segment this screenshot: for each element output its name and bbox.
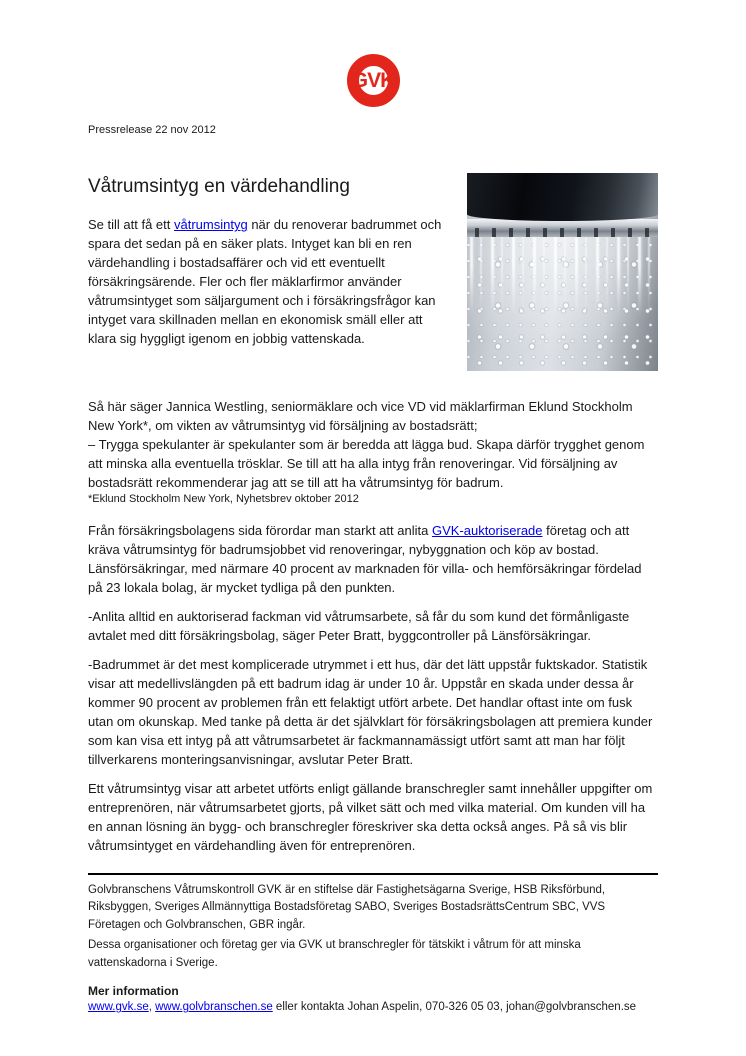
quote-intro-line: Så här säger Jannica Westling, seniormäklare och vice VD vid mäklarfirman Eklund Stockholm New York*, om vikten av våtrumsintyg vid försäljning av bostadsrätt; <box>88 399 633 434</box>
vatrumsintyg-link[interactable]: våtrumsintyg <box>174 217 248 233</box>
intro-text-after-link: när du renoverar badrummet och spara det sedan på en säker plats. Intyget kan bli en ren värdehandling i bostadsaffärer och vid ett eventuellt försäkringsärende. Fler och fler mäklarfirmor använder våtrumsintyget som säljargument och i försäkringsfrågor kan intyget vara skillnaden mellan en ekonomisk smäll eller att klara sig hyggligt igenom en jobbig vattenskada. <box>88 217 442 347</box>
anlita-paragraph: -Anlita alltid en auktoriserad fackman vid våtrumsarbete, så får du som kund det förmånligaste avtalet med ditt försäkringsbolag, säger Peter Bratt, byggcontroller på Länsförsäkringar. <box>88 608 630 643</box>
contact-line <box>88 1001 658 1013</box>
source-footnote: *Eklund Stockholm New York, Nyhetsbrev oktober 2012 <box>88 493 359 506</box>
insurance-text-after-link: företag och att kräva våtrumsintyg för badrumsjobbet vid renoveringar, nybyggnation och köp av bostad. Länsförsäkringar, med närmare 40 procent av marknaden för villa- och hemförsäkringar fördelad på 23 lokala bolag, är mycket tydliga på den punkten. <box>88 522 642 595</box>
insurance-paragraph <box>88 521 658 597</box>
golvbranschen-website-link[interactable]: www.golvbranschen.se <box>155 1001 273 1014</box>
photo-water-streams <box>467 233 658 316</box>
footer-boilerplate-2: Dessa organisationer och företag ger via GVK ut branschregler för tätskikt i våtrum för att minska vattenskadorna i Sverige. <box>88 939 581 969</box>
gvk-logo-text: GVK <box>351 69 395 92</box>
photo-shower-head <box>467 173 658 221</box>
gvk-website-link[interactable]: www.gvk.se <box>88 1001 149 1014</box>
photo-shower-rim <box>467 219 658 237</box>
page-title: Våtrumsintyg en värdehandling <box>88 176 350 198</box>
insurance-text-before-link: Från försäkringsbolagens sida förordar man starkt att anlita <box>88 522 432 538</box>
gvk-logo-icon <box>347 54 400 107</box>
logo-row <box>88 0 658 107</box>
footer-divider <box>88 873 658 875</box>
quote-paragraph <box>88 397 658 492</box>
dateline: Pressrelease 22 nov 2012 <box>88 124 216 136</box>
footer-boilerplate-1: Golvbranschens Våtrumskontroll GVK är en stiftelse där Fastighetsägarna Sverige, HSB Riksförbund, Riksbyggen, Sveriges Allmännyttiga Bostadsföretag SABO, Sveriges BostadsrättsCentrum SBC, VVS Företagen och Golvbranschen, GBR ingår. <box>88 883 606 931</box>
intro-text-before-link: Se till att få ett <box>88 217 174 233</box>
contact-text: eller kontakta Johan Aspelin, 070-326 05 03, johan@golvbranschen.se <box>272 1001 637 1014</box>
quote-statement-line: – Trygga spekulanter är spekulanter som är beredda att lägga bud. Skapa därför trygghet genom att minska alla eventuella trösklar. Se till att ha alla intyg från renoveringar. Vid försäljning av bostadsrätt rekommenderar jag att se till att ha våtrumsintyg för badrum. <box>88 437 645 491</box>
intro-section <box>88 176 658 371</box>
contact-separator: , <box>148 1001 156 1014</box>
intro-paragraph <box>88 215 446 348</box>
intro-text-column <box>88 176 446 348</box>
gvk-auktoriserade-link[interactable]: GVK-auktoriserade <box>431 522 543 538</box>
badrummet-paragraph: -Badrummet är det mest komplicerade utrymmet i ett hus, där det lätt uppstår fuktskador. Statistik visar att medellivslängden på ett badrum idag är under 10 år. Uppstår en skada under dessa år kommer 90 procent av problemen från ett felaktigt utfört arbete. Det handlar oftast inte om fusk utan om okunskap. Med tanke på detta är det självklart för försäkringsbolagen att premiera kunder som kan visa ett intyg på att våtrumsarbetet är fackmannamässigt utfört samt att man har följt tillverkarens monteringsanvisningar, avslutar Peter Bratt. <box>88 656 653 767</box>
more-information-heading: Mer information <box>88 984 179 999</box>
shower-head-photo <box>467 173 658 371</box>
vardehandling-paragraph: Ett våtrumsintyg visar att arbetet utförts enligt gällande branschregler samt innehåller uppgifter om entreprenören, när våtrumsarbetet gjorts, på vilket sätt och med vilka material. Om kunden vill ha en annan lösning än bygg- och branschregler föreskriver ska detta också anges. På så vis blir våtrumsintyget en värdehandling även för entreprenören. <box>88 780 653 853</box>
